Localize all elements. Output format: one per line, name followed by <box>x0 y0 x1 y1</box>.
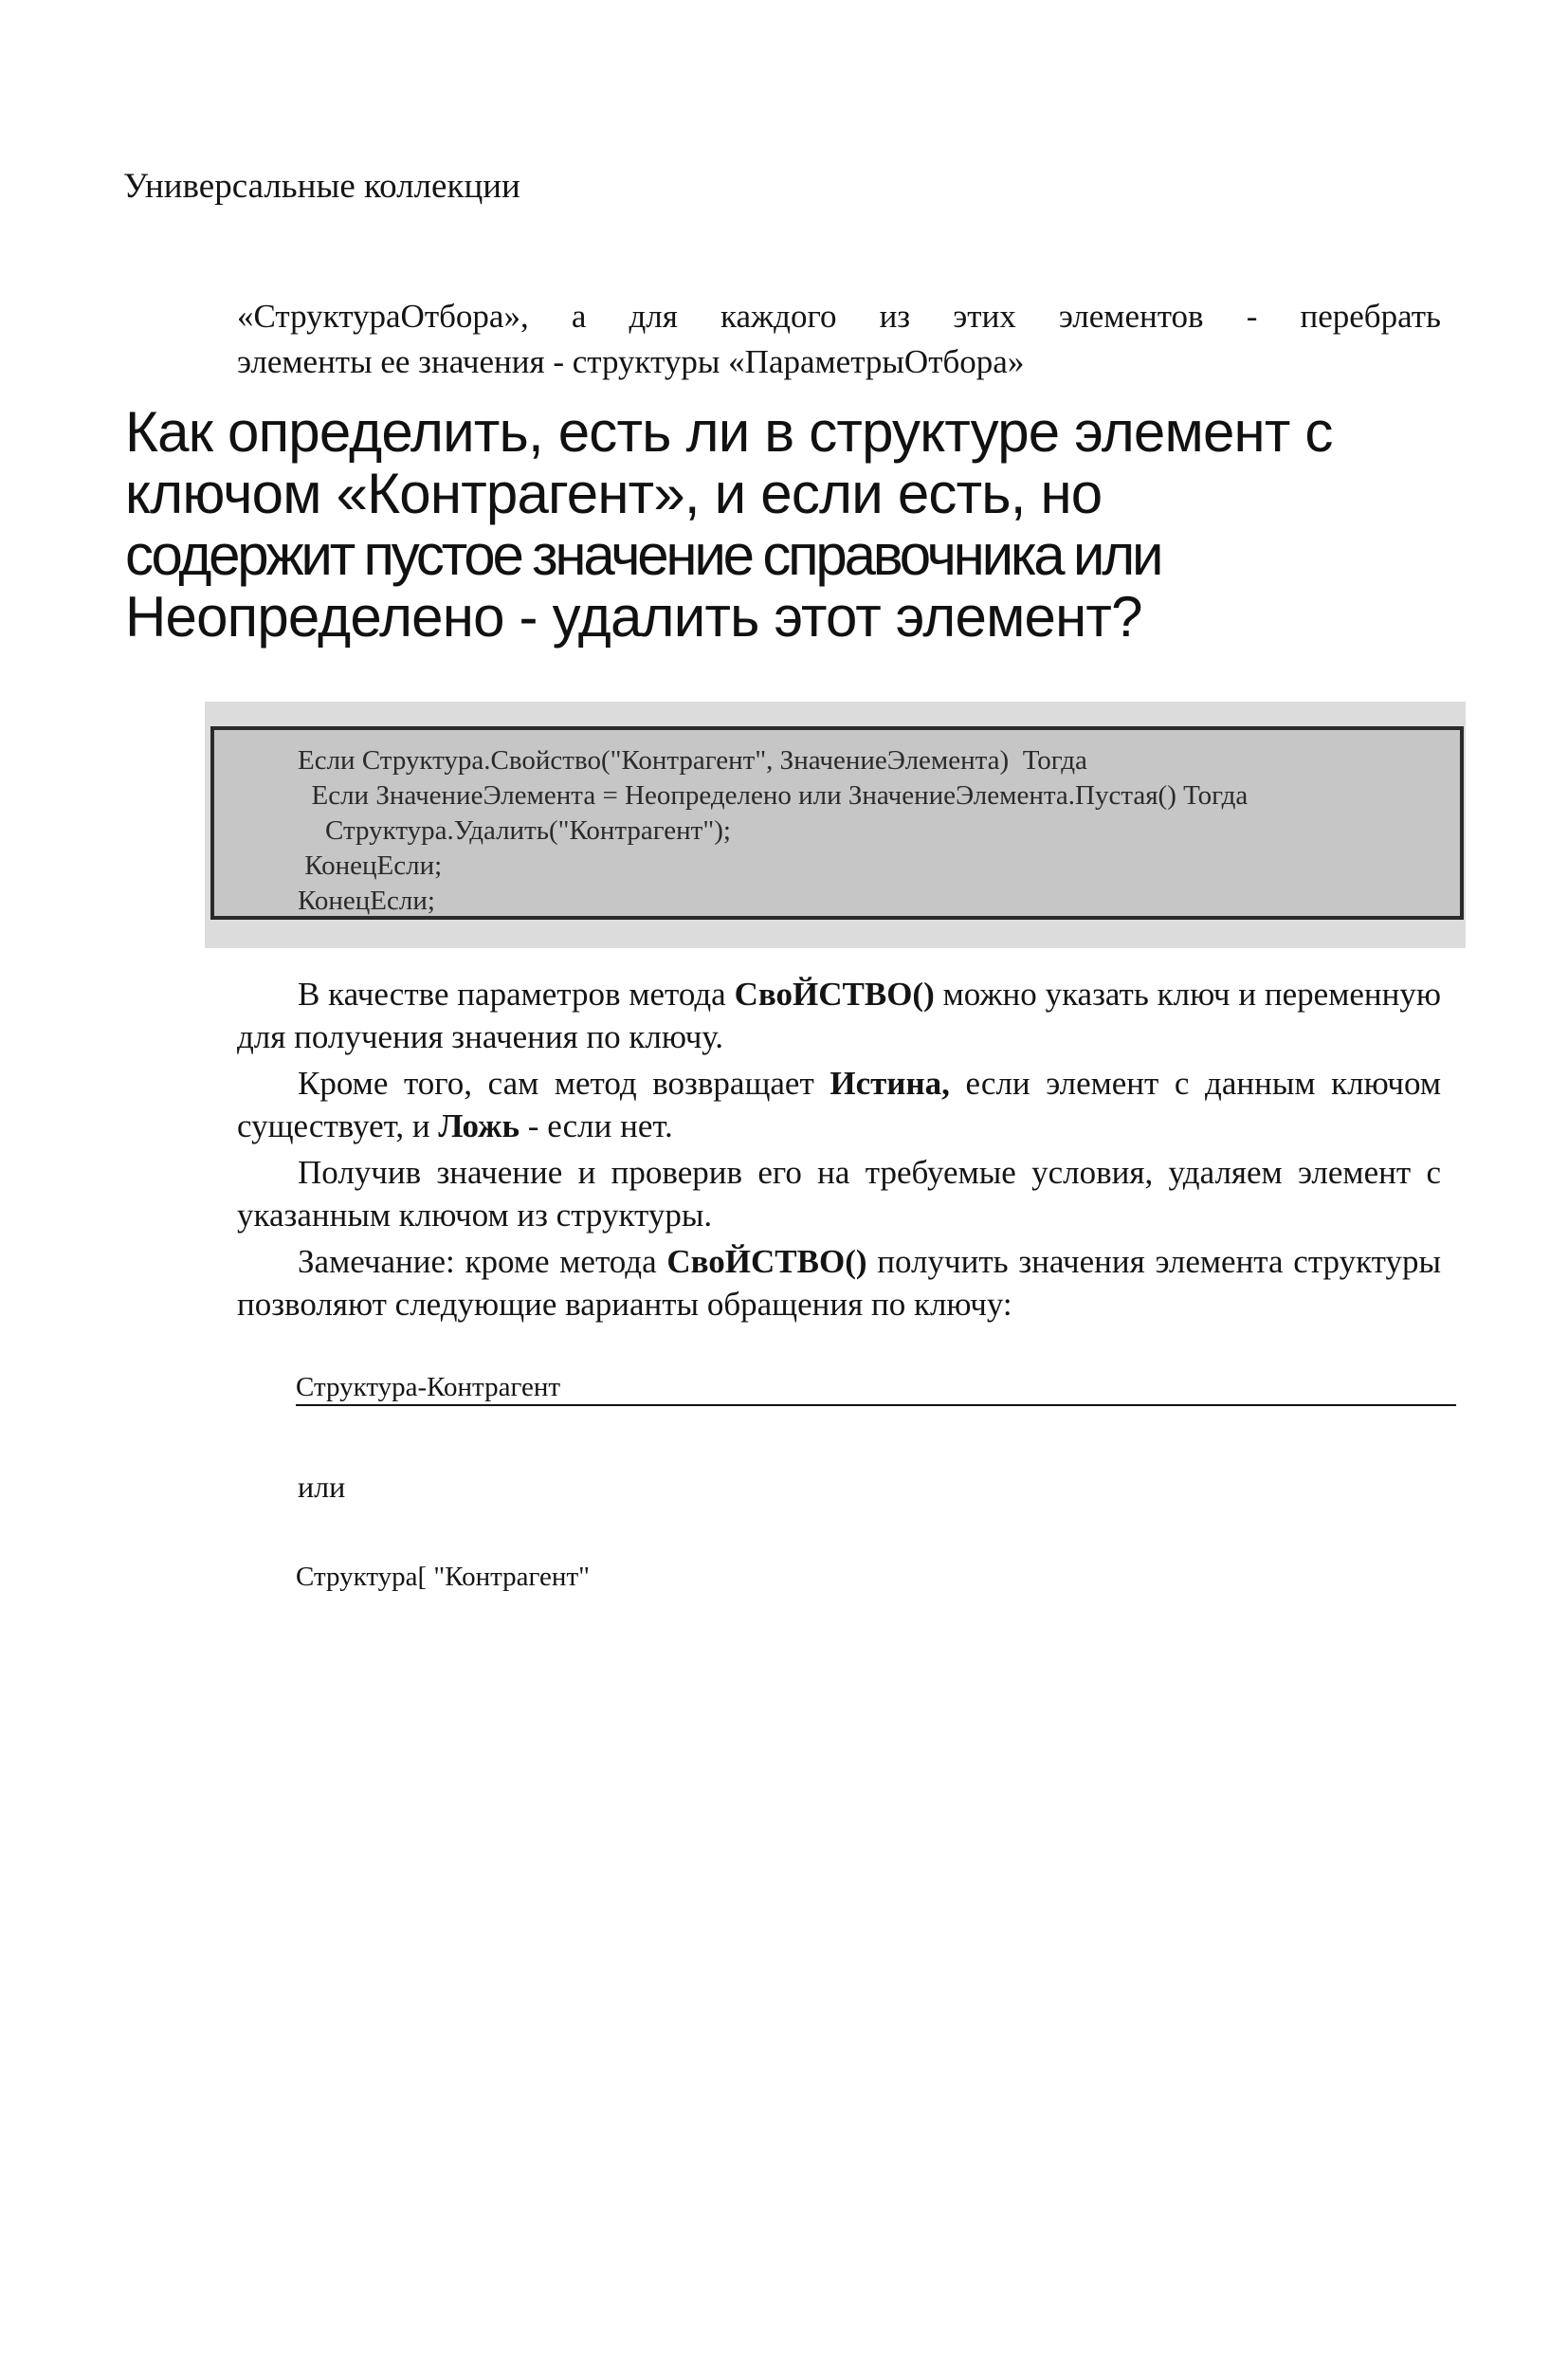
lead-word: каждого <box>720 298 837 335</box>
lead-word: перебрать <box>1300 298 1441 335</box>
body-paragraph <box>237 1240 1441 1326</box>
keyword-false: Ложь <box>438 1107 520 1144</box>
lead-word: элементов <box>1058 298 1204 335</box>
body-text-run: Получив значение и проверив его на требуемые условия, удаляем элемент с указанным ключом из структуры. <box>237 1154 1441 1234</box>
lead-paragraph <box>237 294 1441 385</box>
keyword-true: Истина, <box>830 1065 950 1102</box>
lead-line-2: элементы ее значения - структуры «ПараметрыОтбора» <box>237 343 1025 380</box>
heading-line: Неопределено - удалить этот элемент? <box>125 585 1142 649</box>
code-line: Если ЗначениеЭлемента = Неопределено или ЗначениеЭлемента.Пустая() Тогда <box>298 780 1249 811</box>
body-paragraph <box>237 1062 1441 1147</box>
body-text <box>237 973 1441 1326</box>
body-text-run: получить значения элемента структуры позволяют следующие варианты обращения по ключу: <box>237 1243 1441 1323</box>
body-text-run: можно указать ключ и переменную для получения значения по ключу. <box>237 976 1442 1055</box>
body-text-run: Кроме того, сам метод возвращает <box>298 1065 830 1102</box>
lead-word: этих <box>953 298 1016 335</box>
body-text-run: - если нет. <box>520 1107 673 1144</box>
running-header: Универсальные коллекции <box>123 167 520 206</box>
or-word: или <box>298 1470 346 1504</box>
lead-word: «СтруктураОтбора», <box>237 298 529 335</box>
lead-line-1 <box>237 294 1441 339</box>
body-text-run: Замечание: кроме метода <box>298 1243 667 1280</box>
body-text-run: если элемент с данным ключом существует, и <box>237 1065 1441 1144</box>
lead-word: а <box>571 298 587 335</box>
access-option-1: Структура-Контрагент <box>296 1370 1456 1406</box>
question-heading <box>125 401 1471 648</box>
heading-line: Как определить, есть ли в структуре элемент с <box>125 400 1333 464</box>
lead-word: для <box>629 298 678 335</box>
code-line: КонецЕсли; <box>298 850 443 881</box>
lead-word: - <box>1246 298 1258 335</box>
body-text-run: В качестве параметров метода <box>298 976 735 1013</box>
heading-line: содержит пустое значение справочника или <box>125 523 1161 587</box>
method-name: СвоЙСТВО() <box>734 976 935 1013</box>
body-paragraph <box>237 1151 1441 1236</box>
method-name: СвоЙСТВО() <box>666 1243 867 1280</box>
body-paragraph <box>237 973 1441 1058</box>
code-line: Структура.Удалить("Контрагент"); <box>298 815 731 846</box>
lead-word: из <box>879 298 911 335</box>
code-line: Если Структура.Свойство("Контрагент", ЗначениеЭлемента) Тогда <box>298 745 1087 776</box>
code-block <box>210 726 1464 920</box>
access-option-2: Структура[ "Контрагент" <box>296 1562 590 1592</box>
heading-line: ключом «Контрагент», и если есть, но <box>125 462 1103 525</box>
code-line: КонецЕсли; <box>298 886 435 916</box>
